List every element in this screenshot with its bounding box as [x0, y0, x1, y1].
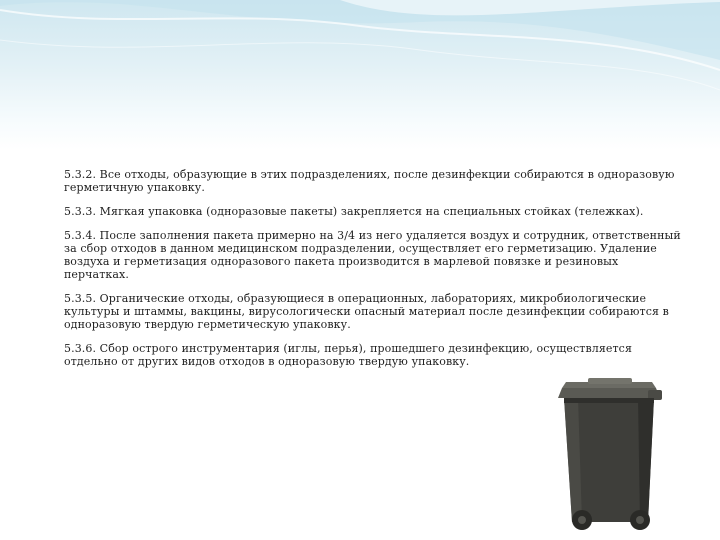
decorative-header-band	[0, 0, 720, 150]
paragraph-5-3-5: 5.3.5. Органические отходы, образующиеся в операционных, лабораториях, микробиологические культуры и штаммы, вакцины, вирусологически опасный материал после дезинфекции собираются в одноразовую твердую герметическую упаковку.	[64, 292, 669, 331]
waste-bin-image	[548, 376, 672, 532]
paragraph-5-3-3: 5.3.3. Мягкая упаковка (одноразовые пакеты) закрепляется на специальных стойках (тележках).	[64, 205, 644, 218]
wave-decoration	[0, 0, 720, 150]
paragraph-5-3-2: 5.3.2. Все отходы, образующие в этих подразделениях, после дезинфекции собираются в одноразовую герметичную упаковку.	[64, 168, 675, 194]
paragraph-5-3-4: 5.3.4. После заполнения пакета примерно на 3/4 из него удаляется воздух и сотрудник, ответственный за сбор отходов в данном медицинском подразделении, осуществляет его герметизацию. Удаление воздуха и герметизация одноразового пакета производится в марлевой повязке и резиновых перчатках.	[64, 229, 681, 281]
waste-bin-icon	[548, 376, 672, 532]
paragraph-5-3-6: 5.3.6. Сбор острого инструментария (иглы, перья), прошедшего дезинфекцию, осуществляется отдельно от других видов отходов в одноразовую твердую упаковку.	[64, 342, 632, 368]
text-content	[64, 168, 684, 379]
